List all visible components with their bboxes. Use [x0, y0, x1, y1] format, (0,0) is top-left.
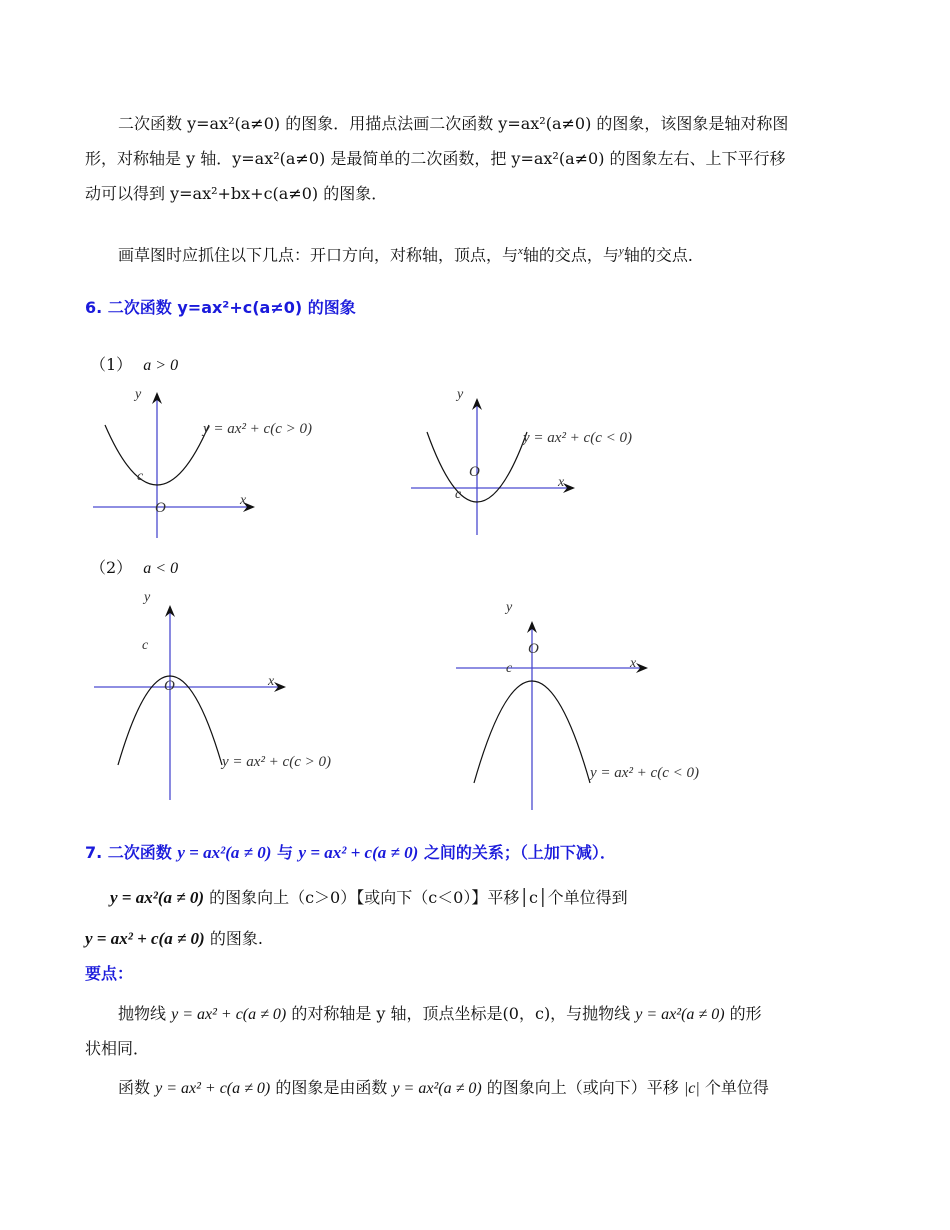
graph-a-pos-c-pos: [85, 380, 385, 545]
c-label: c: [142, 638, 149, 653]
key-point-2: 函数 y = ax² + c(a ≠ 0) 的图象是由函数 y = ax²(a ≠ 0) 的图象向上（或向下）平移 |c| 个单位得: [118, 1078, 769, 1097]
equation-label: y = ax² + c(c < 0): [523, 430, 632, 446]
key-point-1-cont: 状相同．: [85, 1039, 150, 1058]
y-label: y: [144, 590, 151, 605]
equation-label: y = ax² + c(c > 0): [222, 754, 331, 770]
x-label: x: [630, 656, 637, 671]
case-2: （2） a < 0: [90, 558, 179, 577]
intro-line-2: 形，对称轴是 y 轴．y=ax²(a≠0) 是最简单的二次函数，把 y=ax²(a≠0) 的图象左右、上下平行移: [85, 149, 786, 168]
section-7-heading: 7. 二次函数 y = ax²(a ≠ 0) 与 y = ax² + c(a ≠ 0) 之间的关系；（上加下减）．: [85, 843, 616, 862]
origin-label: O: [528, 641, 539, 657]
graph-a-pos-c-neg: [405, 380, 685, 545]
equation-label: y = ax² + c(c < 0): [590, 765, 699, 781]
graph-a-neg-c-pos: [88, 585, 378, 805]
intro-line-3: 动可以得到 y=ax²+bx+c(a≠0) 的图象．: [85, 184, 388, 203]
c-label: c: [137, 469, 144, 484]
section-7-line-1: y = ax²(a ≠ 0) 的图象向上（c＞0）【或向下（c＜0）】平移│c│个单位得到: [110, 888, 628, 907]
key-point-1: 抛物线 y = ax² + c(a ≠ 0) 的对称轴是 y 轴，顶点坐标是(0，c)，与抛物线 y = ax²(a ≠ 0) 的形: [118, 1004, 762, 1023]
graph-a-neg-c-neg: [450, 595, 740, 815]
origin-label: O: [469, 464, 480, 480]
c-label: c: [455, 487, 462, 502]
y-label: y: [457, 387, 464, 402]
origin-label: O: [164, 678, 175, 694]
section-6-heading: 6. 二次函数 y=ax²+c(a≠0) 的图象: [85, 298, 356, 317]
section-7-line-2: y = ax² + c(a ≠ 0) 的图象.: [85, 929, 263, 948]
origin-label: O: [155, 500, 166, 516]
y-label: y: [135, 387, 142, 402]
c-label: c: [506, 661, 513, 676]
intro-line-1: 二次函数 y=ax²(a≠0) 的图象．用描点法画二次函数 y=ax²(a≠0) 的图象，该图象是轴对称图: [118, 114, 789, 133]
key-points-label: 要点：: [85, 964, 134, 983]
intro-line-4: 画草图时应抓住以下几点：开口方向，对称轴，顶点，与$^x$轴的交点，与$^y$轴的交点．: [118, 245, 704, 265]
x-label: x: [558, 475, 565, 490]
case-1: （1） a > 0: [90, 355, 179, 374]
x-label: x: [268, 674, 275, 689]
y-label: y: [506, 600, 513, 615]
equation-label: y = ax² + c(c > 0): [203, 421, 312, 437]
x-label: x: [240, 493, 247, 508]
